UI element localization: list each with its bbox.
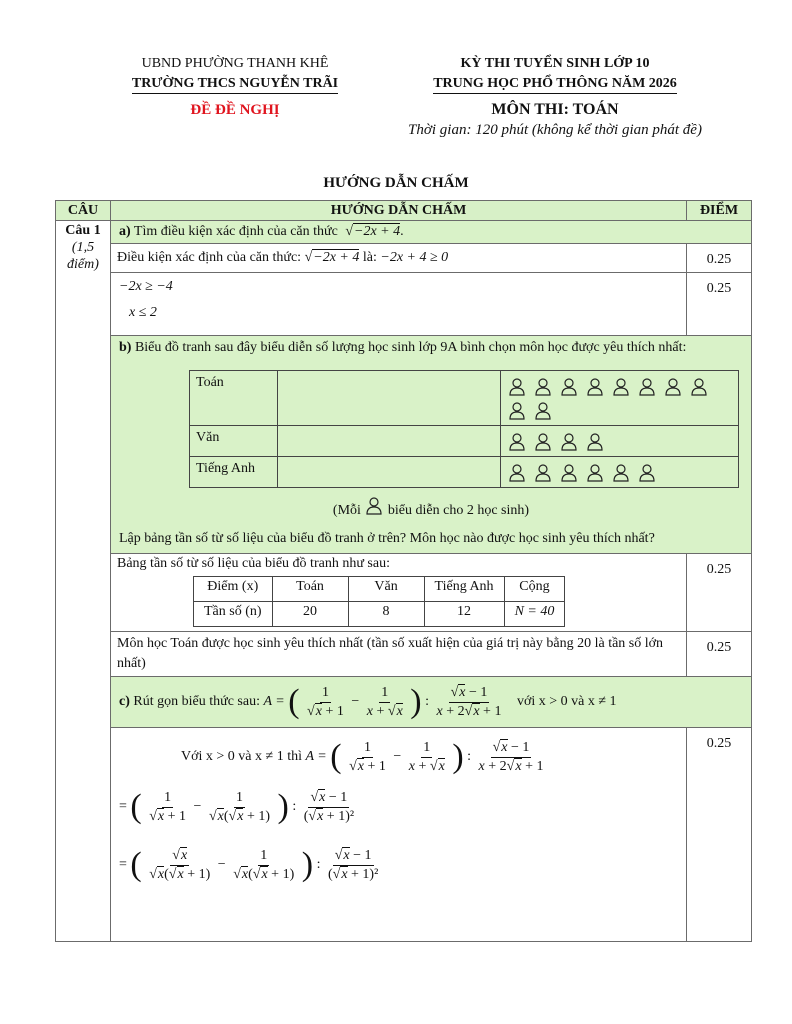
part-c-text: Rút gọn biểu thức sau:: [133, 694, 260, 710]
freq-value-row: [194, 602, 565, 627]
part-a-step1: Điều kiện xác định của căn thức: √−2x + 4 là: −2x + 4 ≥ 0: [111, 244, 687, 273]
question-label: Câu 1: [65, 223, 101, 238]
part-b-answer2-score: 0.25: [687, 632, 752, 677]
person-icon: [507, 401, 527, 421]
frac-1: $\frac{1}{√x + 1}$: [307, 684, 344, 719]
part-a-step1-mid: là:: [362, 250, 377, 265]
freq-value-0: Tần số (n): [194, 602, 273, 627]
person-icon: [663, 377, 683, 397]
part-a-prompt: a) Tìm điều kiện xác định của căn thức √−2x + 4.: [111, 221, 752, 244]
part-a-step1-expr: −2x + 4: [313, 250, 360, 265]
picture-icons-cell: [501, 426, 739, 457]
exam-time: Thời gian: 120 phút (không kể thời gian phát đề): [408, 122, 702, 138]
picture-subject-math: Toán: [190, 371, 278, 426]
person-icon: [507, 463, 527, 483]
picture-icons-english: [507, 461, 732, 483]
freq-header-row: [194, 577, 565, 602]
part-c-expression: A =: [263, 694, 285, 710]
picture-icons-literature: [507, 430, 732, 452]
grading-table: [55, 200, 752, 942]
person-icon: [559, 377, 579, 397]
part-a-text: Tìm điều kiện xác định của căn thức: [133, 224, 338, 239]
person-icon: [507, 377, 527, 397]
frac-3: $\frac{√x - 1}{x + 2√x + 1}$: [436, 684, 502, 719]
part-b-question: Lập bảng tần số từ số liệu của biểu đồ tranh ở trên? Môn học nào được học sinh yêu thích nhất?: [119, 531, 655, 546]
solution-line-1: Với x > 0 và x ≠ 1 thì A = ( $\frac{1}{√x + 1}$ − $\frac{1}{x + √x}$ ) : $\frac{√x - 1}{x + 2√x + 1}$: [181, 738, 544, 775]
person-icon: [611, 377, 631, 397]
col-header-guide: HƯỚNG DẪN CHẤM: [111, 201, 687, 221]
picture-icons-cell: [501, 457, 739, 488]
part-c-solution: [111, 728, 687, 942]
person-icon: [559, 463, 579, 483]
part-b-prompt: [111, 336, 752, 554]
picture-icons-cell: [501, 371, 739, 426]
picture-row-english: [190, 457, 739, 488]
guide-title: HƯỚNG DẪN CHẤM: [323, 175, 469, 191]
person-icon: [533, 401, 553, 421]
person-icon: [559, 432, 579, 452]
part-a-step1-result: −2x + 4 ≥ 0: [380, 250, 449, 265]
picture-row-literature: [190, 426, 739, 457]
picture-empty-cell: [278, 457, 501, 488]
freq-value-2: 8: [348, 602, 424, 627]
exam-subject: MÔN THI: TOÁN: [491, 101, 619, 118]
person-icon: [637, 463, 657, 483]
part-a-step2-line1: −2x ≥ −4: [119, 279, 173, 294]
part-a-step1-score: 0.25: [687, 244, 752, 273]
school-name: TRƯỜNG THCS NGUYỄN TRÃI: [132, 75, 338, 94]
person-icon: [637, 377, 657, 397]
picture-empty-cell: [278, 426, 501, 457]
exam-subtitle: TRUNG HỌC PHỔ THÔNG NĂM 2026: [433, 75, 677, 94]
person-icon: [611, 463, 631, 483]
picture-legend: [119, 496, 743, 519]
picture-subject-english: Tiếng Anh: [190, 457, 278, 488]
frequency-table: [193, 576, 565, 627]
frac-2: $\frac{1}{x + √x}$: [366, 684, 403, 719]
col-header-question: CÂU: [56, 201, 111, 221]
part-b-text: Biểu đồ tranh sau đây biểu diễn số lượng học sinh lớp 9A bình chọn môn học được yêu thích nhất:: [134, 340, 687, 355]
person-icon: [533, 463, 553, 483]
col-header-score: ĐIỂM: [687, 201, 752, 221]
part-c-score: 0.25: [687, 728, 752, 942]
person-icon: [585, 432, 605, 452]
header-left: [110, 54, 360, 120]
question-cell: [56, 221, 111, 942]
legend-suffix: biểu diễn cho 2 học sinh): [387, 503, 530, 518]
person-icon: [533, 377, 553, 397]
freq-value-3: 12: [424, 602, 504, 627]
picture-empty-cell: [278, 371, 501, 426]
part-a-step2-score: 0.25: [687, 273, 752, 336]
solution-condition: Với x > 0 và x ≠ 1 thì: [181, 749, 302, 765]
exam-title: KỲ THI TUYỂN SINH LỚP 10: [460, 56, 650, 71]
picture-icons-math: [507, 375, 732, 421]
department-name: UBND PHƯỜNG THANH KHÊ: [141, 56, 329, 71]
part-c-condition: với x > 0 và x ≠ 1: [516, 694, 617, 710]
person-icon: [507, 432, 527, 452]
part-a-label: a): [119, 224, 131, 239]
solution-line-3: = ( $\frac{√x}{√x(√x + 1)}$ − $\frac{1}{√x(√x + 1)}$ ) : $\frac{√x - 1}{\text{(√x + 1)²}}$: [119, 846, 379, 883]
person-icon: [364, 496, 384, 516]
picture-row-math: [190, 371, 739, 426]
freq-header-2: Văn: [348, 577, 424, 602]
picture-subject-literature: Văn: [190, 426, 278, 457]
paren-open: (: [288, 683, 300, 720]
solution-line-2: = ( $\frac{1}{√x + 1}$ − $\frac{1}{√x(√x + 1)}$ ) : $\frac{√x - 1}{\text{(√x + 1)²}}$: [119, 788, 355, 825]
part-b-answer-intro: Bảng tần số từ số liệu của biểu đồ tranh như sau:: [117, 556, 390, 571]
paren-close: ): [410, 683, 422, 720]
part-a-expr: −2x + 4: [354, 224, 401, 239]
part-b-label: b): [119, 340, 132, 355]
part-c-prompt: c) Rút gọn biểu thức sau: A = ( $\frac{1}{√x + 1}$ − $\frac{1}{x + √x}$ ) : $\frac{√x - 1}{x + 2√x + 1}$ với x > 0 và x ≠ 1: [111, 677, 752, 728]
part-a-step1-text: Điều kiện xác định của căn thức:: [117, 250, 302, 265]
person-icon: [689, 377, 709, 397]
proposal-label: ĐỀ ĐỀ NGHỊ: [190, 102, 280, 118]
freq-header-3: Tiếng Anh: [424, 577, 504, 602]
part-b-answer1-score: 0.25: [687, 554, 752, 632]
freq-header-1: Toán: [272, 577, 348, 602]
question-points: (1,5 điểm): [67, 240, 99, 272]
person-icon: [585, 377, 605, 397]
part-a-step2: [111, 273, 687, 336]
freq-value-1: 20: [272, 602, 348, 627]
part-b-answer1: [111, 554, 687, 632]
picture-chart: [189, 370, 739, 488]
part-a-step2-line2: x ≤ 2: [129, 305, 157, 320]
freq-header-0: Điểm (x): [194, 577, 273, 602]
freq-header-4: Cộng: [504, 577, 565, 602]
header-right: [375, 54, 735, 140]
person-icon: [585, 463, 605, 483]
freq-value-4: N = 40: [504, 602, 565, 627]
legend-prefix: (Mỗi: [332, 503, 361, 518]
part-b-answer2: Môn học Toán được học sinh yêu thích nhất (tần số xuất hiện của giá trị này bằng 20 là tần số lớn nhất): [111, 632, 687, 677]
person-icon: [533, 432, 553, 452]
part-c-label: c): [119, 694, 130, 710]
